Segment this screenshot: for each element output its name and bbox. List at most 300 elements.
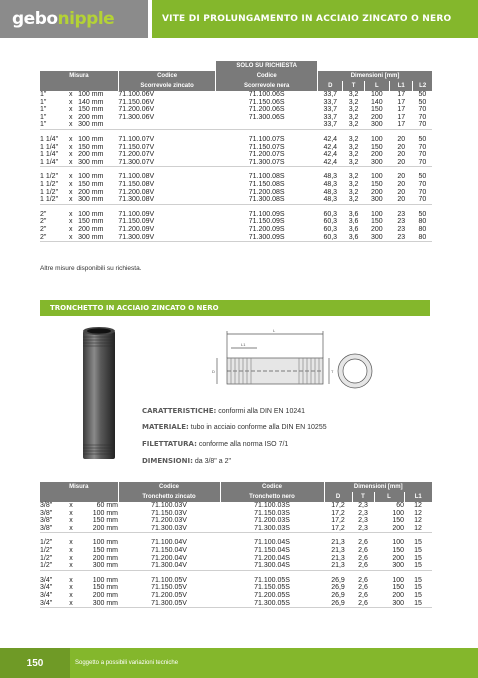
table-cell: 70 [413, 196, 432, 204]
table-cell: 2,6 [352, 600, 374, 608]
table-cell: 71.300.07S [216, 159, 318, 167]
table-cell: 42,4 [323, 151, 338, 159]
table-cell: 71.150.07V [118, 143, 155, 151]
table-cell: 71.150.05S [254, 584, 290, 592]
table-cell: 200 [392, 591, 404, 599]
table-cell: 100 mm [78, 173, 104, 181]
table-cell: 71.200.07S [248, 151, 285, 159]
table-row [40, 144, 432, 152]
dimensioni-header: Dimensioni [mm] [318, 71, 432, 81]
table-cell: 71.300.08V [118, 196, 215, 204]
codice2-header: Codice [216, 71, 318, 81]
table-cell: 150 mm [78, 143, 104, 151]
footer-bar [0, 648, 478, 678]
table-cell: 1 1/2" [40, 188, 59, 196]
table-cell: x [69, 584, 73, 592]
drawing-label-l: L [273, 328, 276, 333]
table-cell: 2" [40, 225, 47, 233]
table-cell: 70 [418, 143, 427, 151]
table-cell: x [68, 113, 73, 121]
table-row [40, 99, 432, 107]
table-row [40, 218, 432, 226]
table-cell: 71.100.08S [248, 173, 285, 181]
table-cell: 71.200.04V [151, 554, 187, 562]
table-cell: 70 [418, 151, 427, 159]
table-cell: 150 mm [92, 584, 118, 592]
table-cell: 20 [397, 151, 406, 159]
table-cell: 2,3 [358, 502, 368, 509]
table-cell: 3,2 [348, 135, 359, 143]
table-cell: x [68, 143, 73, 151]
table-cell: 71.300.07V [118, 159, 215, 167]
table-cell: 71.100.06V [118, 91, 155, 98]
table-cell: 60,3 [323, 218, 338, 226]
table-cell: 71.200.06V [118, 106, 155, 114]
tronchetto-nero-subheader: Tronchetto nero [220, 492, 324, 502]
table-cell: 48,3 [318, 196, 343, 204]
table-row [40, 159, 432, 167]
table-cell: 1/2" [40, 539, 53, 547]
d-subheader-2: D [324, 492, 352, 502]
table-cell: 3/4" [40, 591, 53, 599]
table-cell: 3/4" [40, 576, 53, 584]
table-cell: 60 mm [96, 502, 118, 509]
table-cell: 71.100.04V [151, 539, 187, 547]
table-row [40, 189, 432, 197]
table-cell: 1 1/2" [40, 180, 59, 188]
table-cell: 80 [413, 234, 432, 242]
table-cell: 2" [40, 218, 47, 226]
table-row [40, 106, 432, 114]
table-cell: 71.150.05V [151, 584, 187, 592]
table-cell: 71.200.05S [254, 591, 290, 599]
table-cell: 71.200.07V [118, 151, 155, 159]
table-cell: 200 [371, 225, 383, 233]
table-cell: 71.100.07V [118, 135, 155, 143]
table-cell: 2,3 [358, 517, 368, 525]
brand-logo-part2: nipple [57, 9, 115, 29]
table-cell: 15 [414, 546, 422, 554]
table-cell: 100 [392, 509, 404, 517]
table-cell: 17,2 [331, 502, 345, 509]
table-cell: 1 1/2" [40, 196, 63, 204]
table-cell: 33,7 [323, 106, 338, 114]
table-cell: 71.150.07S [248, 143, 285, 151]
table-cell: 3/8" [40, 509, 53, 517]
table-cell: 20 [397, 143, 406, 151]
table-cell: 26,9 [324, 600, 352, 608]
table-cell: x [68, 135, 73, 143]
table-cell: 71.100.03S [254, 502, 290, 509]
table-cell: 150 [392, 517, 404, 525]
table-row [40, 555, 432, 563]
table-cell: 1/2" [40, 546, 53, 554]
table-cell: 12 [414, 502, 422, 509]
table-cell: 3/4" [40, 600, 64, 608]
scorrevole-nera-subheader: Scorrevole nera [216, 81, 318, 91]
table-cell: x [64, 562, 78, 570]
table-cell: 12 [414, 509, 422, 517]
tronchetto-zincato-subheader: Tronchetto zincato [118, 492, 220, 502]
table-cell [118, 121, 215, 129]
table-cell: x [69, 554, 73, 562]
table-cell: 71.150.04V [151, 546, 187, 554]
spec-materiale: MATERIALE: tubo in acciaio conforme alla DIN EN 10255 [142, 423, 327, 431]
table-cell: 2,6 [358, 576, 368, 584]
table-cell: 48,3 [323, 180, 338, 188]
table-cell: 150 [392, 546, 404, 554]
table-cell: 71.300.04S [220, 562, 324, 570]
table-cell: 300 mm [78, 121, 118, 129]
table-row [40, 173, 432, 181]
table-cell: 150 mm [78, 218, 104, 226]
table-cell: 200 [392, 554, 404, 562]
table-cell: x [64, 525, 78, 533]
table-cell: 200 mm [78, 525, 118, 533]
table-cell: 300 [364, 121, 389, 129]
table-cell: x [68, 218, 73, 226]
table-cell: 70 [418, 180, 427, 188]
table-cell: 71.300.06S [248, 113, 285, 121]
table-cell: 71.300.05S [220, 600, 324, 608]
table-cell: 71.300.03V [118, 525, 220, 533]
table-cell: 200 mm [92, 554, 118, 562]
table-cell: 70 [418, 106, 427, 114]
table-cell: 71.150.08V [118, 180, 155, 188]
table-cell: 20 [397, 180, 406, 188]
table-cell: x [69, 576, 73, 584]
table-cell: 71.200.09V [118, 225, 155, 233]
spec-caratteristiche: CARATTERISTICHE: conformi alla DIN EN 10241 [142, 407, 306, 415]
table-cell: 71.100.09V [118, 210, 155, 218]
table-cell: 3,6 [348, 225, 359, 233]
table-cell: 15 [414, 576, 422, 584]
table-cell: 3,2 [343, 121, 364, 129]
table-cell: 1/2" [40, 554, 53, 562]
table-cell: 3/8" [40, 525, 64, 533]
table-cell: 20 [397, 173, 406, 181]
table-cell: x [68, 151, 73, 159]
d-subheader: D [318, 81, 343, 91]
table-cell: 2" [40, 234, 63, 242]
dimensioni-header-2: Dimensioni [mm] [324, 482, 432, 492]
table-cell: 60 [396, 502, 404, 509]
table-cell: 42,4 [323, 143, 338, 151]
table-cell: 71.300.04V [118, 562, 220, 570]
table-cell: 48,3 [323, 188, 338, 196]
table-cell: 200 [374, 525, 404, 533]
misura-header-2: Misura [40, 482, 118, 492]
table-cell: 2,6 [352, 562, 374, 570]
table-row [40, 525, 432, 533]
l2-subheader: L2 [413, 81, 432, 91]
table-cell: 71.200.04S [254, 554, 290, 562]
table-cell: 21,3 [331, 554, 345, 562]
table-row [40, 136, 432, 144]
t-subheader-2: T [352, 492, 374, 502]
table-cell: 15 [404, 562, 432, 570]
table-cell: 100 mm [92, 576, 118, 584]
table-cell: 3,2 [348, 91, 359, 98]
table-cell: 50 [418, 91, 427, 98]
table-cell: 17 [397, 106, 406, 114]
table-cell: 200 [371, 188, 383, 196]
table-cell: 200 mm [78, 188, 104, 196]
table-cell: 23 [397, 210, 406, 218]
table-cell: 150 [371, 180, 383, 188]
table-cell: 200 [371, 151, 383, 159]
section-title: TRONCHETTO IN ACCIAIO ZINCATO O NERO [40, 300, 430, 316]
table-cell: 71.200.09S [248, 225, 285, 233]
codice-header-2: Codice [118, 482, 220, 492]
brand-logo-part1: gebo [12, 9, 58, 29]
table-cell: 150 mm [92, 517, 118, 525]
table-cell: 3,6 [343, 234, 364, 242]
table-cell: 70 [418, 113, 427, 121]
table-row [40, 121, 432, 129]
table-cell: 100 [392, 539, 404, 547]
table-cell: x [63, 234, 78, 242]
table-cell: 71.150.04S [254, 546, 290, 554]
table-cell: x [68, 91, 73, 98]
table-cell: 71.100.08V [118, 173, 155, 181]
table-cell: 12 [414, 517, 422, 525]
table-cell: 300 mm [78, 600, 118, 608]
table-cell: x [68, 225, 73, 233]
table-cell: 300 mm [78, 159, 118, 167]
footer-note: Soggetto a possibili variazioni tecniche [75, 660, 179, 666]
table-cell: 150 [392, 584, 404, 592]
tronchetto-table [40, 482, 432, 608]
table-cell: 23 [390, 234, 413, 242]
table-row [40, 226, 432, 234]
table-cell: 150 mm [78, 180, 104, 188]
table-cell: 300 [364, 159, 389, 167]
table-cell: 100 mm [78, 135, 104, 143]
table-cell: 3,2 [348, 151, 359, 159]
table-cell: 71.300.06V [118, 113, 155, 121]
table-cell: 20 [397, 135, 406, 143]
l1-subheader: L1 [390, 81, 413, 91]
table-row [40, 502, 432, 510]
table-row [40, 196, 432, 204]
table-cell: 200 mm [78, 225, 104, 233]
table-cell: 23 [397, 225, 406, 233]
table-cell: 2,3 [352, 525, 374, 533]
table-cell: 1 1/4" [40, 159, 63, 167]
table-row [40, 584, 432, 592]
table-cell: 1/2" [40, 562, 64, 570]
misura-subheader [40, 81, 118, 91]
table-cell: 60,3 [323, 225, 338, 233]
table-cell: x [69, 502, 73, 509]
table-cell: 15 [404, 600, 432, 608]
table-cell: 3/8" [40, 502, 53, 509]
table-cell: x [63, 196, 78, 204]
l1-subheader-2: L1 [404, 492, 432, 502]
table-cell: 200 [371, 113, 383, 121]
table-cell: 33,7 [323, 91, 338, 98]
table-cell: 60,3 [323, 210, 338, 218]
table-cell: 71.200.05V [151, 591, 187, 599]
prolungamento-table [40, 61, 432, 242]
table-cell: 3,2 [348, 180, 359, 188]
spec-dimensioni: DIMENSIONI: da 3/8" a 2" [142, 457, 231, 465]
table-cell: 100 [371, 91, 383, 98]
table-cell: 3,2 [348, 98, 359, 106]
table-cell: 3,2 [348, 113, 359, 121]
table-cell: 140 mm [78, 98, 104, 106]
table-cell: 80 [418, 225, 427, 233]
table-cell: 300 [364, 196, 389, 204]
table-row [40, 562, 432, 570]
table-cell: 15 [414, 554, 422, 562]
table-cell: 17,2 [331, 517, 345, 525]
table-row [40, 547, 432, 555]
table-row [40, 91, 432, 99]
table-cell: 71.200.08V [118, 188, 155, 196]
table-cell: 70 [413, 159, 432, 167]
table-cell: 100 mm [78, 91, 104, 98]
table-cell: 300 [374, 600, 404, 608]
table-cell: 3/4" [40, 584, 53, 592]
table-cell: 71.100.06S [248, 91, 285, 98]
table-cell: 60,3 [318, 234, 343, 242]
table-cell: 23 [397, 218, 406, 226]
table-cell: 100 mm [92, 509, 118, 517]
table-cell: 21,3 [331, 539, 345, 547]
table-cell: 3,2 [343, 196, 364, 204]
table-cell: 17 [397, 98, 406, 106]
table-cell: 20 [390, 196, 413, 204]
table-cell: 71.100.05V [151, 576, 187, 584]
table-row [40, 114, 432, 122]
l-subheader: L [364, 81, 389, 91]
drawing-label-l1: L1 [241, 342, 246, 347]
table-cell: 140 [371, 98, 383, 106]
table-cell: 33,7 [323, 98, 338, 106]
table-cell: x [69, 509, 73, 517]
table-cell: 300 mm [78, 234, 118, 242]
table-cell: x [69, 591, 73, 599]
table-row [40, 211, 432, 219]
table-cell: 3,2 [343, 159, 364, 167]
table-cell: 50 [418, 210, 427, 218]
table-cell: x [64, 600, 78, 608]
table-cell: 33,7 [323, 113, 338, 121]
table-cell: 2,6 [358, 546, 368, 554]
table-cell: 3,6 [348, 218, 359, 226]
footnote: Altre misure disponibili su richiesta. [40, 265, 142, 272]
table-row [40, 592, 432, 600]
table-row [40, 539, 432, 547]
table-cell: 100 [371, 135, 383, 143]
table-cell: x [68, 106, 73, 114]
table-cell: x [68, 173, 73, 181]
table-cell: 71.150.08S [248, 180, 285, 188]
spec-filettatura: FILETTATURA: conforme alla norma ISO 7/1 [142, 440, 289, 448]
table-cell: 20 [390, 159, 413, 167]
table-cell: 17 [397, 91, 406, 98]
table-cell: 200 mm [78, 151, 104, 159]
table-cell: x [68, 180, 73, 188]
table-cell: 71.300.03S [220, 525, 324, 533]
l-subheader-2: L [374, 492, 404, 502]
t-subheader: T [343, 81, 364, 91]
table-cell: 300 [374, 562, 404, 570]
table-cell: 3,2 [348, 173, 359, 181]
table-cell: 150 [371, 218, 383, 226]
table-cell: 150 mm [78, 106, 104, 114]
table-cell: 3,6 [348, 210, 359, 218]
table-cell: 3,2 [348, 143, 359, 151]
table-cell: 71.150.03S [254, 509, 290, 517]
table-cell: 71.300.05V [118, 600, 220, 608]
table-cell: 15 [414, 539, 422, 547]
table-cell: 71.100.07S [248, 135, 285, 143]
table-cell: 200 mm [92, 591, 118, 599]
table-cell: 300 mm [78, 196, 118, 204]
table-cell: 1" [40, 113, 47, 121]
table-cell [216, 121, 318, 129]
table-cell: 17 [397, 113, 406, 121]
table-cell: 3/8" [40, 517, 53, 525]
table-cell: 1 1/4" [40, 143, 59, 151]
technical-drawing [205, 328, 380, 400]
table-cell: 50 [418, 173, 427, 181]
table-cell: 71.100.04S [254, 539, 290, 547]
table-cell: 71.100.05S [254, 576, 290, 584]
table-cell: 71.300.09V [118, 234, 215, 242]
top-header [0, 0, 478, 38]
table-cell: 26,9 [331, 584, 345, 592]
table-cell: 17,2 [324, 525, 352, 533]
table-cell: 48,3 [323, 173, 338, 181]
table-cell: 2,6 [358, 584, 368, 592]
table-row [40, 234, 432, 242]
codice2-header-2: Codice [220, 482, 324, 492]
table-cell: 100 mm [92, 539, 118, 547]
table-cell: 1" [40, 98, 47, 106]
misura-header: Misura [40, 71, 118, 81]
drawing-label-d: D [212, 369, 215, 374]
table-cell: 71.150.06S [248, 98, 285, 106]
table-row [40, 510, 432, 518]
table-cell: 15 [414, 591, 422, 599]
table-cell: 1" [40, 106, 47, 114]
table-cell: 21,3 [331, 546, 345, 554]
scorrevole-zincato-subheader: Scorrevole zincato [118, 81, 215, 91]
table-cell: 71.200.03V [151, 517, 187, 525]
table-cell: 17,2 [331, 509, 345, 517]
table-cell: 1 1/2" [40, 173, 59, 181]
table-cell: 2,6 [358, 554, 368, 562]
table-cell: 200 mm [78, 113, 104, 121]
table-cell: 71.150.09S [248, 218, 285, 226]
table-cell: 2,6 [358, 591, 368, 599]
table-cell: 2,3 [358, 509, 368, 517]
brand-logo [0, 0, 148, 38]
misura-subheader-2 [40, 492, 118, 502]
table-cell: 2,6 [358, 539, 368, 547]
table-cell: 71.200.03S [254, 517, 290, 525]
table-cell: 70 [418, 188, 427, 196]
table-cell: x [63, 159, 78, 167]
table-cell: 50 [418, 98, 427, 106]
table-cell: 12 [404, 525, 432, 533]
table-cell: 150 [371, 106, 383, 114]
table-cell: 2" [40, 210, 47, 218]
